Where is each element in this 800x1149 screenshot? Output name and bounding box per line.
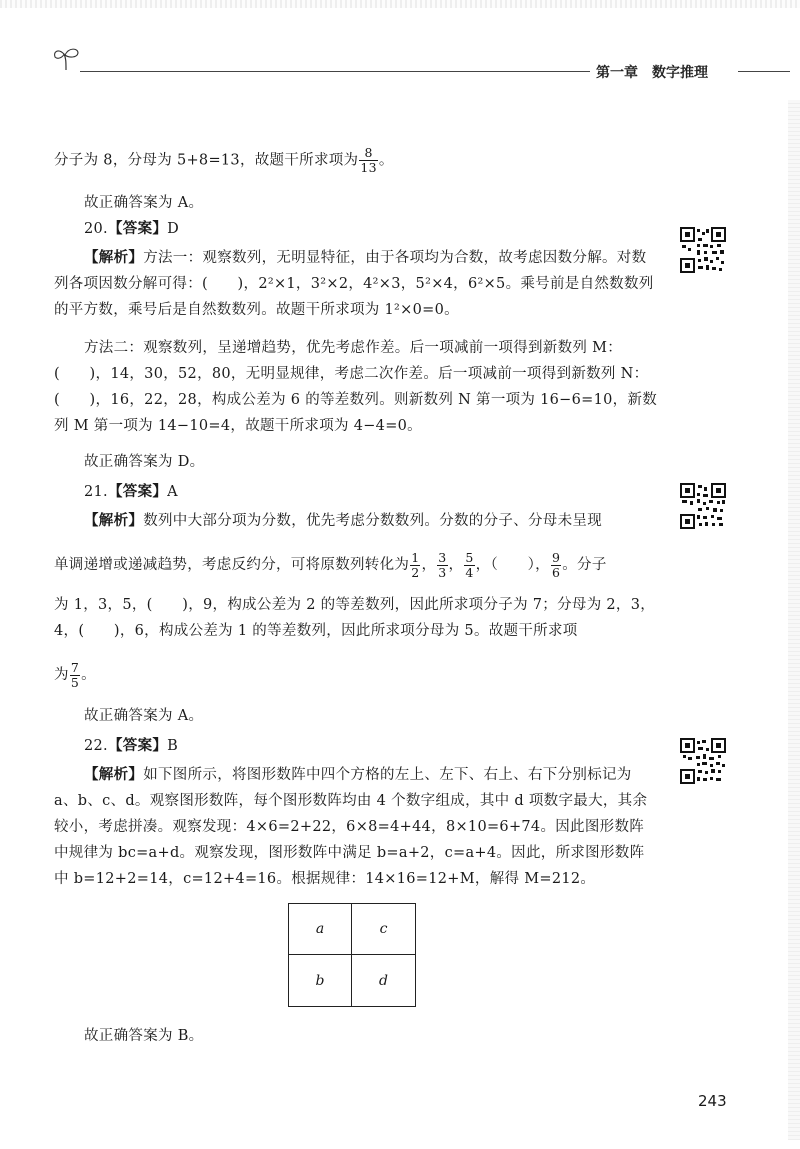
grid-cell-top-left: a (289, 904, 352, 955)
section-label: 数字推理 (652, 65, 708, 81)
q20-title: 20.【答案】D (84, 220, 180, 237)
scan-right-edge (788, 100, 800, 1140)
q21-answer: A (167, 484, 178, 500)
q20-answer: D (167, 221, 180, 237)
q21-fraction: $\frac{1}{2}$ (411, 549, 420, 580)
qr-code-q21[interactable] (679, 482, 727, 530)
header-rule-right (738, 71, 790, 72)
q21-final: 为 $\frac{7}{5}$ 。 (54, 659, 96, 690)
q21-line3: 为 1，3，5，( )，9，构成公差为 2 的等差数列，因此所求项分子为 7；分母为 2，3，4，( )，6，构成公差为 1 的等差数列，因此所求项分母为 5。故题干所求项 (54, 597, 656, 639)
running-header (596, 62, 708, 82)
q21-line1: 【解析】数列中大部分项为分数，优先考虑分数数列。分数的分子、分母未呈现 (84, 512, 602, 529)
qr-code-q20[interactable] (679, 226, 727, 274)
scan-top-edge (0, 0, 800, 8)
q19-tail-text: 分子为 8，分母为 5+8=13，故题干所求项为 (54, 152, 359, 169)
q20-method1: 【解析】方法一：观察数列，无明显特征，由于各项均为合数，故考虑因数分解。对数列各项因数分解可得：( )，2²×1，3²×2，4²×3，5²×4，6²×5。乘号前是自然数数列的平方数，乘号后是自然数数列。故题干所求项为 1²×0=0。 (54, 249, 654, 318)
q19-conclusion: 故正确答案为 A。 (84, 195, 204, 211)
sprout-icon (52, 44, 82, 72)
grid-cell-top-right: c (352, 904, 415, 955)
q22-title: 22.【答案】B (84, 737, 179, 754)
q22-conclusion: 故正确答案为 B。 (84, 1028, 204, 1044)
q19-tail-paragraph: 分子为 8，分母为 5+8=13，故题干所求项为 $\frac{8}{13}$ 。 (54, 145, 394, 175)
qr-code-q22[interactable] (679, 737, 727, 785)
figure-grid (288, 903, 416, 1007)
q20-conclusion: 故正确答案为 D。 (84, 454, 205, 470)
q21-title: 21.【答案】A (84, 483, 178, 500)
q22-analysis: 【解析】如下图所示，将图形数阵中四个方格的左上、左下、右上、右下分别标记为 a、b、c、d。观察图形数阵，每个图形数阵均由 4 个数字组成，其中 d 项数字最大，其余较小，考虑拼凑。观察发现：4×6=2+22，6×8=4+44，8×10=6+74。因此图形数阵中规律为 bc=a+d。观察发现，图形数阵中满足 b=a+2，c=a+4。因此，所求图形数阵中 b=12+2=14，c=12+4=16。根据规律：14×16=12+M，解得 M=212。 (54, 766, 648, 887)
header-rule-left (80, 71, 590, 72)
q21-fraction: $\frac{3}{3}$ (438, 549, 447, 580)
page-number: 243 (698, 1092, 727, 1110)
q19-fraction: $\frac{8}{13}$ (360, 145, 377, 175)
chapter-label: 第一章 (596, 65, 638, 81)
q20-method2: 方法二：观察数列，呈递增趋势，优先考虑作差。后一项减前一项得到新数列 M：( )，14，30，52，80，无明显规律，考虑二次作差。后一项减前一项得到新数列 N：( )，16，22，28，构成公差为 6 的等差数列。则新数列 N 第一项为 16−6=10，新数列 M 第一项为 14−10=4，故题干所求项为 4−4=0。 (54, 340, 658, 434)
q21-fraction: $\frac{5}{4}$ (465, 549, 474, 580)
q21-line2: 单调递增或递减趋势，考虑反约分，可将原数列转化为 $\frac{1}{2}$ ， $\frac{3}{3}$ ， $\frac{5}{4}$ ，（ ）， $\frac{9}{6}$ 。分子 (54, 549, 607, 580)
q21-final-fraction: $\frac{7}{5}$ (70, 659, 80, 690)
grid-cell-bottom-right: d (379, 972, 388, 989)
q22-answer: B (167, 738, 179, 754)
grid-cell-bottom-left: b (289, 955, 352, 1006)
q21-fraction: $\frac{9}{6}$ (551, 549, 561, 580)
q21-conclusion: 故正确答案为 A。 (84, 708, 204, 724)
